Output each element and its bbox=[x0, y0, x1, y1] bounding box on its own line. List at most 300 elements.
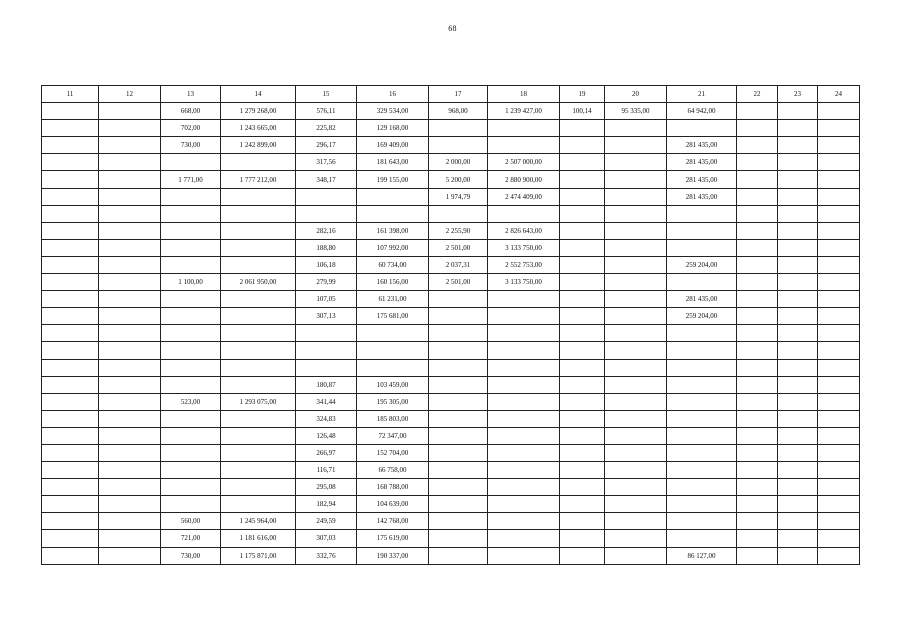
table-cell bbox=[778, 479, 818, 496]
table-cell bbox=[818, 188, 860, 205]
table-cell bbox=[778, 427, 818, 444]
table-cell bbox=[560, 274, 605, 291]
table-cell bbox=[818, 291, 860, 308]
column-header: 18 bbox=[488, 86, 560, 103]
table-cell bbox=[778, 120, 818, 137]
table-cell: 307,03 bbox=[296, 530, 357, 547]
table-cell: 1 293 075,00 bbox=[221, 393, 296, 410]
table-cell bbox=[737, 496, 778, 513]
table-cell bbox=[605, 547, 667, 564]
table-cell bbox=[42, 308, 99, 325]
table-cell: 296,17 bbox=[296, 137, 357, 154]
table-cell bbox=[99, 547, 161, 564]
table-cell: 168 788,00 bbox=[357, 479, 429, 496]
table-cell bbox=[488, 376, 560, 393]
table-cell bbox=[737, 308, 778, 325]
table-cell bbox=[778, 171, 818, 188]
table-cell: 560,00 bbox=[161, 513, 221, 530]
table-cell bbox=[560, 308, 605, 325]
table-cell bbox=[221, 376, 296, 393]
column-header: 24 bbox=[818, 86, 860, 103]
table-cell bbox=[560, 496, 605, 513]
table-row bbox=[42, 462, 860, 479]
table-cell bbox=[818, 239, 860, 256]
table-cell: 199 155,00 bbox=[357, 171, 429, 188]
table-cell bbox=[429, 444, 488, 461]
table-row bbox=[42, 376, 860, 393]
table-cell bbox=[560, 154, 605, 171]
table-cell bbox=[488, 325, 560, 342]
table-row bbox=[42, 410, 860, 427]
table-cell bbox=[605, 137, 667, 154]
table-cell bbox=[778, 530, 818, 547]
table-cell bbox=[605, 239, 667, 256]
table-row bbox=[42, 120, 860, 137]
table-cell bbox=[221, 291, 296, 308]
table-cell: 126,48 bbox=[296, 427, 357, 444]
table-cell bbox=[737, 393, 778, 410]
table-cell bbox=[737, 239, 778, 256]
table-cell bbox=[737, 359, 778, 376]
table-cell bbox=[99, 171, 161, 188]
table-cell bbox=[42, 376, 99, 393]
table-cell: 160 156,00 bbox=[357, 274, 429, 291]
table-cell bbox=[429, 205, 488, 222]
table-cell bbox=[161, 291, 221, 308]
table-row bbox=[42, 530, 860, 547]
table-cell bbox=[99, 239, 161, 256]
table-cell bbox=[778, 444, 818, 461]
table-cell bbox=[818, 103, 860, 120]
table-cell: 1 100,00 bbox=[161, 274, 221, 291]
table-cell bbox=[737, 291, 778, 308]
table-cell: 332,76 bbox=[296, 547, 357, 564]
table-cell: 66 758,00 bbox=[357, 462, 429, 479]
table-cell bbox=[99, 496, 161, 513]
table-cell bbox=[221, 154, 296, 171]
table-cell bbox=[778, 359, 818, 376]
table-cell bbox=[42, 496, 99, 513]
table-cell bbox=[99, 462, 161, 479]
table-cell: 95 335,00 bbox=[605, 103, 667, 120]
table-cell bbox=[488, 291, 560, 308]
table-cell: 195 305,00 bbox=[357, 393, 429, 410]
table-cell bbox=[605, 462, 667, 479]
table-cell bbox=[99, 256, 161, 273]
table-cell: 523,00 bbox=[161, 393, 221, 410]
table-cell: 181 643,00 bbox=[357, 154, 429, 171]
table-cell: 2 501,00 bbox=[429, 274, 488, 291]
table-cell bbox=[161, 222, 221, 239]
table-cell bbox=[605, 496, 667, 513]
table-cell bbox=[42, 513, 99, 530]
table-cell bbox=[221, 410, 296, 427]
table-cell bbox=[161, 479, 221, 496]
table-cell bbox=[161, 376, 221, 393]
table-cell: 348,17 bbox=[296, 171, 357, 188]
table-cell bbox=[429, 479, 488, 496]
table-cell bbox=[161, 239, 221, 256]
table-row bbox=[42, 325, 860, 342]
table-cell bbox=[667, 120, 737, 137]
table-cell bbox=[605, 513, 667, 530]
table-cell: 576,11 bbox=[296, 103, 357, 120]
table-cell bbox=[818, 427, 860, 444]
table-cell bbox=[560, 462, 605, 479]
table-cell bbox=[667, 410, 737, 427]
table-cell bbox=[42, 342, 99, 359]
table-cell bbox=[560, 479, 605, 496]
table-cell bbox=[605, 308, 667, 325]
table-cell bbox=[161, 359, 221, 376]
table-cell: 185 803,00 bbox=[357, 410, 429, 427]
table-cell bbox=[296, 325, 357, 342]
table-cell bbox=[737, 462, 778, 479]
table-cell bbox=[778, 325, 818, 342]
table-cell: 324,83 bbox=[296, 410, 357, 427]
table-cell bbox=[667, 513, 737, 530]
table-cell bbox=[560, 376, 605, 393]
table-cell bbox=[429, 410, 488, 427]
table-cell bbox=[42, 359, 99, 376]
table-cell: 104 639,00 bbox=[357, 496, 429, 513]
table-cell bbox=[99, 427, 161, 444]
table-cell bbox=[221, 256, 296, 273]
table-cell bbox=[818, 154, 860, 171]
table-cell bbox=[488, 120, 560, 137]
table-cell bbox=[221, 188, 296, 205]
table-cell: 1 242 899,00 bbox=[221, 137, 296, 154]
table-cell bbox=[737, 547, 778, 564]
table-cell bbox=[357, 188, 429, 205]
table-cell: 2 826 643,00 bbox=[488, 222, 560, 239]
table-cell bbox=[605, 120, 667, 137]
table-cell bbox=[99, 410, 161, 427]
table-cell bbox=[818, 513, 860, 530]
table-cell: 329 534,00 bbox=[357, 103, 429, 120]
table-cell bbox=[488, 479, 560, 496]
table-cell bbox=[221, 496, 296, 513]
table-cell: 721,00 bbox=[161, 530, 221, 547]
table-cell bbox=[778, 274, 818, 291]
table-cell: 295,08 bbox=[296, 479, 357, 496]
column-header: 22 bbox=[737, 86, 778, 103]
table-cell bbox=[161, 496, 221, 513]
table-cell bbox=[488, 308, 560, 325]
table-cell bbox=[778, 188, 818, 205]
table-cell bbox=[488, 513, 560, 530]
table-cell bbox=[560, 171, 605, 188]
table-cell bbox=[99, 308, 161, 325]
table-cell bbox=[778, 308, 818, 325]
table-cell bbox=[737, 410, 778, 427]
table-cell bbox=[429, 120, 488, 137]
table-cell: 282,16 bbox=[296, 222, 357, 239]
table-cell bbox=[429, 496, 488, 513]
table-cell bbox=[778, 154, 818, 171]
table-cell bbox=[667, 444, 737, 461]
table-cell bbox=[818, 410, 860, 427]
table-cell bbox=[778, 513, 818, 530]
table-cell bbox=[99, 530, 161, 547]
table-cell bbox=[818, 274, 860, 291]
table-row bbox=[42, 342, 860, 359]
table-cell: 1 777 212,00 bbox=[221, 171, 296, 188]
column-header: 17 bbox=[429, 86, 488, 103]
table-cell bbox=[560, 188, 605, 205]
table-cell bbox=[560, 222, 605, 239]
table-cell bbox=[429, 547, 488, 564]
table-cell: 2 000,00 bbox=[429, 154, 488, 171]
table-cell bbox=[737, 376, 778, 393]
table-cell bbox=[560, 547, 605, 564]
table-cell bbox=[818, 376, 860, 393]
column-header: 14 bbox=[221, 86, 296, 103]
table-cell bbox=[99, 393, 161, 410]
column-header: 13 bbox=[161, 86, 221, 103]
table-cell: 730,00 bbox=[161, 547, 221, 564]
table-cell bbox=[667, 205, 737, 222]
table-cell bbox=[42, 291, 99, 308]
table-row bbox=[42, 154, 860, 171]
table-cell bbox=[737, 479, 778, 496]
table-cell bbox=[737, 444, 778, 461]
table-cell bbox=[161, 205, 221, 222]
table-cell bbox=[778, 222, 818, 239]
table-cell bbox=[560, 513, 605, 530]
table-row bbox=[42, 444, 860, 461]
table-cell bbox=[42, 444, 99, 461]
table-cell bbox=[161, 308, 221, 325]
table-cell bbox=[99, 479, 161, 496]
table-cell bbox=[778, 239, 818, 256]
table-cell bbox=[737, 120, 778, 137]
table-cell: 281 435,00 bbox=[667, 137, 737, 154]
column-header: 16 bbox=[357, 86, 429, 103]
table-cell bbox=[42, 547, 99, 564]
table-cell bbox=[296, 188, 357, 205]
table-cell bbox=[560, 239, 605, 256]
table-row bbox=[42, 137, 860, 154]
table-cell bbox=[778, 496, 818, 513]
table-cell bbox=[560, 393, 605, 410]
table-cell: 1 771,00 bbox=[161, 171, 221, 188]
table-cell bbox=[357, 205, 429, 222]
table-cell bbox=[605, 205, 667, 222]
table-cell bbox=[42, 530, 99, 547]
table-cell bbox=[778, 256, 818, 273]
table-cell bbox=[161, 325, 221, 342]
table-row bbox=[42, 274, 860, 291]
table-row bbox=[42, 205, 860, 222]
table-cell bbox=[42, 205, 99, 222]
table-cell bbox=[357, 325, 429, 342]
table-cell bbox=[161, 256, 221, 273]
table-cell bbox=[605, 291, 667, 308]
table-cell: 279,99 bbox=[296, 274, 357, 291]
table-cell bbox=[560, 205, 605, 222]
table-cell bbox=[42, 462, 99, 479]
table-cell bbox=[560, 120, 605, 137]
table-cell bbox=[737, 188, 778, 205]
table-cell bbox=[429, 308, 488, 325]
table-cell bbox=[161, 444, 221, 461]
table-cell bbox=[560, 291, 605, 308]
table-cell: 281 435,00 bbox=[667, 188, 737, 205]
table-cell bbox=[221, 205, 296, 222]
table-cell bbox=[161, 427, 221, 444]
table-cell bbox=[488, 427, 560, 444]
table-cell: 281 435,00 bbox=[667, 291, 737, 308]
table-cell bbox=[488, 547, 560, 564]
column-header: 19 bbox=[560, 86, 605, 103]
table-cell bbox=[42, 154, 99, 171]
table-cell bbox=[99, 205, 161, 222]
table-cell: 180,87 bbox=[296, 376, 357, 393]
table-row bbox=[42, 308, 860, 325]
table-cell bbox=[667, 222, 737, 239]
table-cell bbox=[488, 137, 560, 154]
table-cell bbox=[778, 376, 818, 393]
table-cell: 1 239 427,00 bbox=[488, 103, 560, 120]
table-cell: 281 435,00 bbox=[667, 154, 737, 171]
table-cell bbox=[778, 342, 818, 359]
table-cell: 266,97 bbox=[296, 444, 357, 461]
table-cell bbox=[357, 342, 429, 359]
table-cell bbox=[221, 359, 296, 376]
table-cell bbox=[667, 325, 737, 342]
table-cell bbox=[778, 410, 818, 427]
table-cell: 2 474 409,00 bbox=[488, 188, 560, 205]
column-header: 15 bbox=[296, 86, 357, 103]
table-cell: 1 243 665,00 bbox=[221, 120, 296, 137]
table-cell bbox=[42, 171, 99, 188]
table-cell: 107,05 bbox=[296, 291, 357, 308]
table-cell: 3 133 750,00 bbox=[488, 239, 560, 256]
table-cell bbox=[429, 530, 488, 547]
table-cell bbox=[737, 103, 778, 120]
table-cell bbox=[161, 188, 221, 205]
table-cell bbox=[667, 496, 737, 513]
table-cell: 249,59 bbox=[296, 513, 357, 530]
table-cell: 2 880 900,00 bbox=[488, 171, 560, 188]
table-cell bbox=[42, 103, 99, 120]
table-row bbox=[42, 256, 860, 273]
table-cell bbox=[778, 393, 818, 410]
table-row bbox=[42, 427, 860, 444]
table-cell bbox=[560, 410, 605, 427]
table-cell: 107 992,00 bbox=[357, 239, 429, 256]
table-cell: 2 061 950,00 bbox=[221, 274, 296, 291]
table-cell bbox=[429, 513, 488, 530]
table-cell bbox=[818, 120, 860, 137]
table-row bbox=[42, 393, 860, 410]
table-cell bbox=[42, 427, 99, 444]
table-cell bbox=[605, 222, 667, 239]
table-cell bbox=[667, 393, 737, 410]
table-cell bbox=[221, 342, 296, 359]
table-cell bbox=[429, 393, 488, 410]
table-cell bbox=[99, 444, 161, 461]
table-cell: 5 200,00 bbox=[429, 171, 488, 188]
table-cell bbox=[429, 325, 488, 342]
table-cell bbox=[221, 308, 296, 325]
table-cell: 161 398,00 bbox=[357, 222, 429, 239]
table-cell bbox=[99, 513, 161, 530]
table-cell bbox=[667, 359, 737, 376]
table-cell bbox=[99, 188, 161, 205]
table-cell bbox=[161, 154, 221, 171]
table-cell bbox=[488, 410, 560, 427]
table-cell bbox=[737, 205, 778, 222]
table-cell: 61 231,00 bbox=[357, 291, 429, 308]
table-cell bbox=[778, 462, 818, 479]
table-cell: 169 409,00 bbox=[357, 137, 429, 154]
table-cell bbox=[818, 137, 860, 154]
table-cell bbox=[429, 462, 488, 479]
table-cell bbox=[605, 479, 667, 496]
column-header: 11 bbox=[42, 86, 99, 103]
table-cell bbox=[605, 256, 667, 273]
table-cell bbox=[221, 462, 296, 479]
table-cell: 702,00 bbox=[161, 120, 221, 137]
table-cell bbox=[818, 171, 860, 188]
table-cell bbox=[42, 325, 99, 342]
table-cell bbox=[818, 547, 860, 564]
table-row bbox=[42, 359, 860, 376]
table-cell bbox=[99, 137, 161, 154]
table-cell bbox=[667, 376, 737, 393]
table-cell bbox=[818, 256, 860, 273]
table-cell: 106,18 bbox=[296, 256, 357, 273]
table-cell bbox=[667, 274, 737, 291]
table-cell bbox=[667, 462, 737, 479]
table-cell bbox=[429, 359, 488, 376]
table-cell bbox=[429, 376, 488, 393]
table-cell bbox=[42, 479, 99, 496]
table-cell bbox=[778, 103, 818, 120]
table-cell bbox=[42, 393, 99, 410]
table-cell: 317,56 bbox=[296, 154, 357, 171]
table-cell bbox=[737, 137, 778, 154]
table-cell: 1 175 871,00 bbox=[221, 547, 296, 564]
table-cell bbox=[605, 342, 667, 359]
table-cell bbox=[429, 291, 488, 308]
table-cell bbox=[737, 274, 778, 291]
table-cell: 175 619,00 bbox=[357, 530, 429, 547]
table-cell: 190 337,00 bbox=[357, 547, 429, 564]
data-table bbox=[41, 85, 860, 565]
table-cell bbox=[818, 222, 860, 239]
table-cell bbox=[429, 342, 488, 359]
column-header: 21 bbox=[667, 86, 737, 103]
table-cell bbox=[818, 530, 860, 547]
table-cell: 2 552 753,00 bbox=[488, 256, 560, 273]
table-cell bbox=[42, 274, 99, 291]
table-cell bbox=[818, 342, 860, 359]
table-cell bbox=[296, 359, 357, 376]
table-cell bbox=[605, 188, 667, 205]
table-cell bbox=[488, 530, 560, 547]
table-row bbox=[42, 547, 860, 564]
table-cell: 72 347,00 bbox=[357, 427, 429, 444]
table-cell bbox=[488, 205, 560, 222]
table-cell bbox=[42, 222, 99, 239]
table-cell: 1 279 268,00 bbox=[221, 103, 296, 120]
table-cell: 129 168,00 bbox=[357, 120, 429, 137]
table-cell bbox=[99, 222, 161, 239]
table-cell bbox=[737, 325, 778, 342]
